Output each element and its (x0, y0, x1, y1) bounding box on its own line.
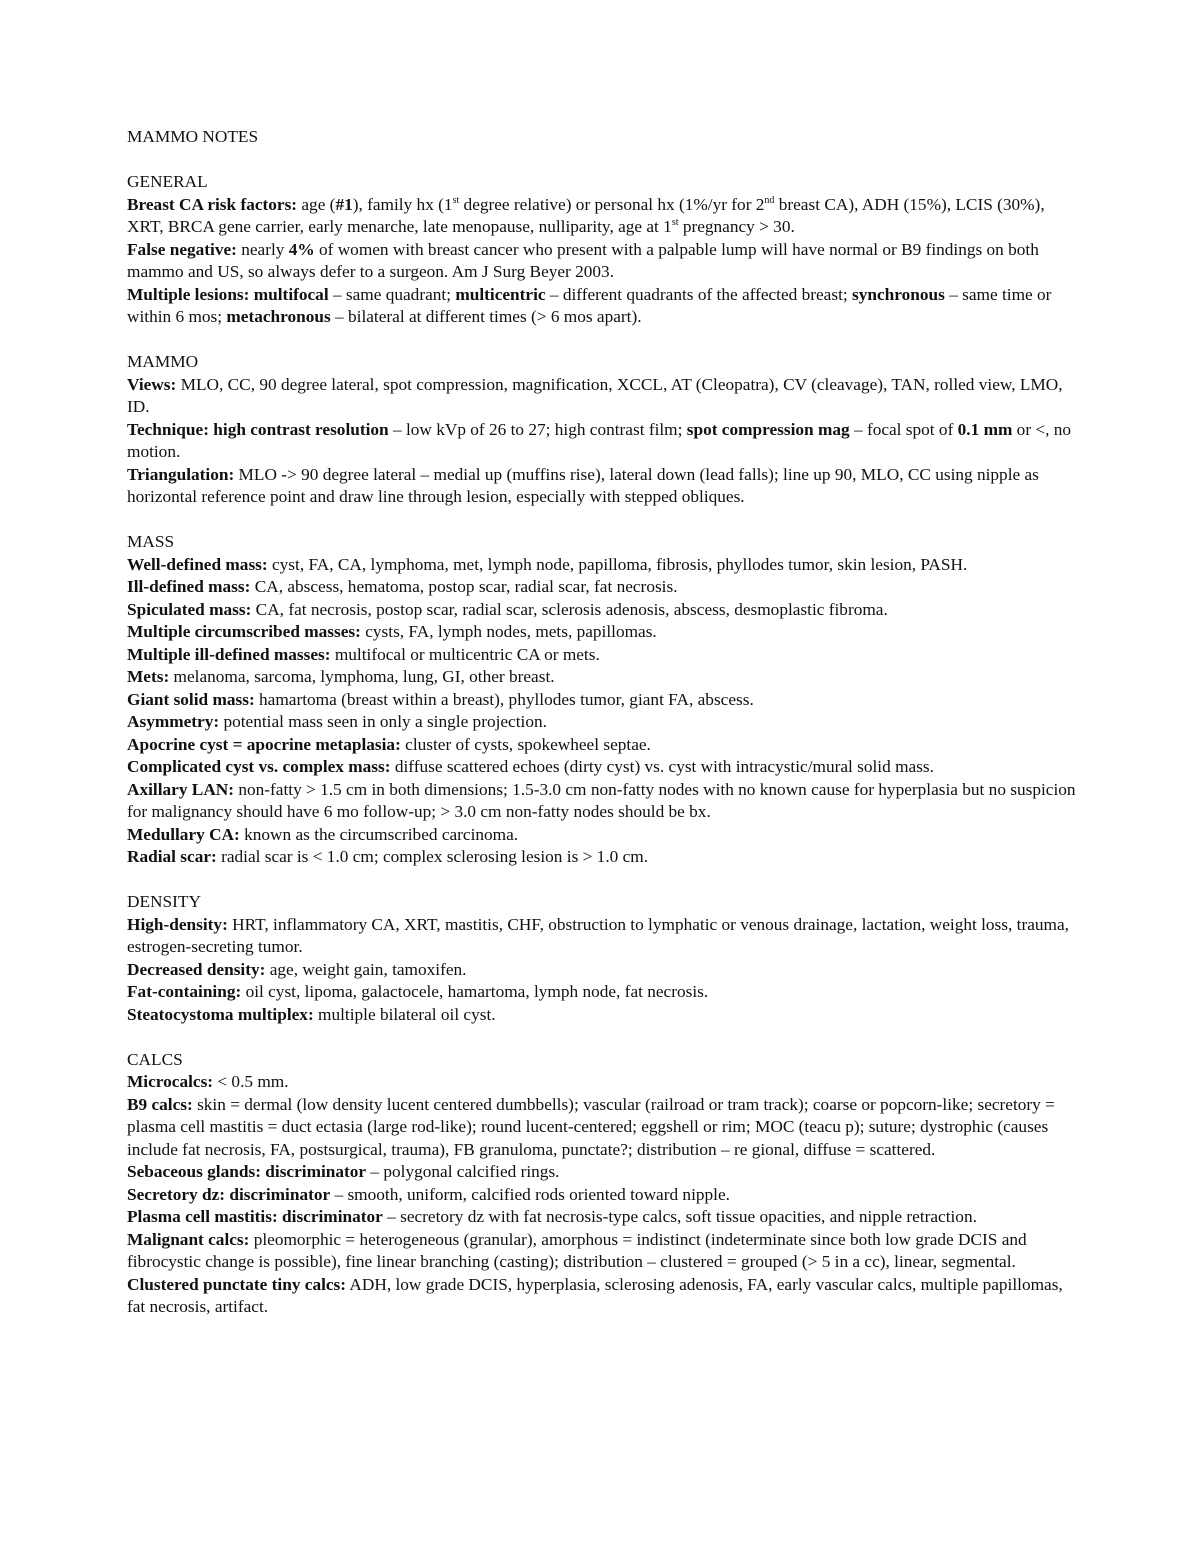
entry-text: age, weight gain, tamoxifen. (265, 959, 467, 979)
entry-text: multiple bilateral oil cyst. (313, 1004, 496, 1024)
entry-complicated-cyst (127, 756, 1077, 779)
superscript: st (671, 217, 679, 229)
emphasis: multifocal (253, 284, 329, 304)
emphasis: 4% (288, 239, 315, 259)
entry-label: Radial scar: (127, 847, 217, 866)
entry-label: Mets: (127, 667, 170, 686)
entry-text: melanoma, sarcoma, lymphoma, lung, GI, other breast. (169, 667, 555, 686)
entry-false-negative (127, 239, 1077, 284)
entry-text: potential mass seen in only a single projection. (219, 712, 547, 731)
entry-asymmetry (127, 711, 1077, 734)
entry-label: Medullary CA: (127, 824, 240, 844)
entry-radial-scar (127, 846, 1077, 869)
entry-text: cysts, FA, lymph nodes, mets, papillomas. (360, 622, 657, 641)
entry-technique (127, 419, 1077, 464)
entry-microcalcs (127, 1071, 1077, 1094)
entry-giant-solid-mass (127, 689, 1077, 712)
entry-text: ), family hx (1 (352, 194, 453, 214)
entry-apocrine-cyst (127, 734, 1077, 757)
emphasis: 0.1 mm (957, 419, 1013, 439)
section-heading-calcs: CALCS (127, 1049, 183, 1069)
section-heading-mammo: MAMMO (127, 352, 199, 371)
entry-label: Well-defined mass: (127, 554, 268, 574)
entry-label: Views: (127, 374, 177, 394)
entry-well-defined-mass (127, 554, 1077, 577)
entry-text: non-fatty > 1.5 cm in both dimensions; 1.5-3.0 cm non-fatty nodes with no known cause for hyperplasia but no suspicion for malignancy should have 6 mo follow-up; > 3.0 cm non-fatty nodes should be bx. (127, 779, 1076, 821)
entry-spiculated-mass (127, 599, 1077, 622)
entry-text: MLO, CC, 90 degree lateral, spot compression, magnification, XCCL, AT (Cleopatra), CV (cleavage), TAN, rolled view, LMO, ID. (127, 374, 1063, 416)
entry-plasma-cell-mastitis (127, 1206, 1077, 1229)
entry-text: – bilateral at different times (> 6 mos apart). (330, 307, 642, 326)
entry-clustered-punctate (127, 1274, 1077, 1319)
entry-decreased-density (127, 959, 1077, 982)
entry-b9-calcs (127, 1094, 1077, 1162)
entry-label: Sebaceous glands: (127, 1162, 261, 1181)
entry-fat-containing (127, 981, 1077, 1004)
superscript: nd (764, 194, 775, 206)
entry-label: Complicated cyst vs. complex mass: (127, 757, 391, 776)
section-mammo (127, 351, 1077, 509)
emphasis: discriminator (282, 1207, 383, 1226)
entry-sebaceous-glands (127, 1161, 1077, 1184)
entry-text: MLO -> 90 degree lateral – medial up (muffins rise), lateral down (lead falls); line up 90, MLO, CC using nipple as horizontal reference point and draw line through lesion, especially with stepped obliques. (127, 464, 1039, 506)
entry-text: – polygonal calcified rings. (366, 1162, 560, 1181)
emphasis: discriminator (265, 1162, 367, 1181)
superscript: st (452, 194, 460, 206)
section-general (127, 171, 1077, 329)
document-title: MAMMO NOTES (127, 127, 259, 146)
entry-text: ADH, low grade DCIS, hyperplasia, sclerosing adenosis, FA, early vascular calcs, multiple papillomas, fat necrosis, artifact. (127, 1274, 1063, 1316)
entry-label: Triangulation: (127, 464, 235, 484)
entry-label: Multiple ill-defined masses: (127, 644, 331, 664)
emphasis: #1 (335, 194, 353, 214)
entry-mets (127, 666, 1077, 689)
entry-text: CA, fat necrosis, postop scar, radial scar, sclerosis adenosis, abscess, desmoplastic fibroma. (251, 599, 888, 619)
section-mass (127, 531, 1077, 869)
entry-multiple-circumscribed-masses (127, 621, 1077, 644)
entry-label: False negative: (127, 239, 237, 259)
entry-label: Decreased density: (127, 959, 266, 979)
emphasis: synchronous (852, 284, 945, 304)
entry-label: High-density: (127, 914, 228, 934)
entry-multiple-ill-defined-masses (127, 644, 1077, 667)
entry-label: Malignant calcs: (127, 1229, 250, 1249)
document-page (127, 126, 1077, 1341)
entry-text: skin = dermal (low density lucent centered dumbbells); vascular (railroad or tram track); coarse or popcorn-like; secretory = plasma cell mastitis = duct ectasia (large rod-like); round lucent-centered; eggshell or rim; MOC (teacu p); suture; dystrophic (causes include fat necrosis, FA, postsurgical, trauma), FB granuloma, punctate?; distribution – re gional, diffuse = scattered. (127, 1094, 1055, 1159)
entry-text: age ( (297, 194, 336, 214)
emphasis: discriminator (229, 1184, 331, 1204)
entry-label: Clustered punctate tiny calcs: (127, 1274, 347, 1294)
entry-label: Ill-defined mass: (127, 577, 251, 596)
entry-text: – same time or within 6 mos; (127, 284, 1052, 326)
entry-high-density (127, 914, 1077, 959)
entry-steatocystoma (127, 1004, 1077, 1027)
entry-text: cyst, FA, CA, lymphoma, met, lymph node, papilloma, fibrosis, phyllodes tumor, skin lesion, PASH. (267, 554, 968, 574)
entry-text: pregnancy > 30. (678, 217, 795, 236)
entry-text: HRT, inflammatory CA, XRT, mastitis, CHF, obstruction to lymphatic or venous drainage, lactation, weight loss, trauma, estrogen-secreting tumor. (127, 914, 1069, 956)
entry-label: Breast CA risk factors: (127, 194, 298, 214)
entry-text: nearly (236, 239, 289, 259)
entry-text: pleomorphic = heterogeneous (granular), amorphous = indistinct (indeterminate since both low grade DCIS and fibrocystic change is possible), fine linear branching (casting); distribution – clustered = grouped (> 5 in a cc), linear, segmental. (127, 1229, 1027, 1271)
entry-label: Plasma cell mastitis: (127, 1207, 278, 1226)
entry-label: Axillary LAN: (127, 779, 235, 799)
entry-text: cluster of cysts, spokewheel septae. (400, 734, 651, 754)
section-density (127, 891, 1077, 1026)
entry-label: Multiple circumscribed masses: (127, 622, 361, 641)
entry-malignant-calcs (127, 1229, 1077, 1274)
entry-label: Apocrine cyst = apocrine metaplasia: (127, 734, 401, 754)
section-heading-mass: MASS (127, 532, 175, 551)
section-calcs (127, 1049, 1077, 1319)
entry-text: CA, abscess, hematoma, postop scar, radial scar, fat necrosis. (250, 577, 678, 596)
entry-text: or <, no motion. (127, 419, 1072, 461)
entry-label: Secretory dz: (127, 1184, 226, 1204)
entry-views (127, 374, 1077, 419)
entry-text: – same quadrant; (328, 284, 456, 304)
entry-text: diffuse scattered echoes (dirty cyst) vs. cyst with intracystic/mural solid mass. (390, 757, 934, 776)
entry-text: of women with breast cancer who present with a palpable lump will have normal or B9 findings on both mammo and US, so always defer to a surgeon. Am J Surg Beyer 2003. (127, 239, 1039, 281)
entry-ill-defined-mass (127, 576, 1077, 599)
entry-text: < 0.5 mm. (213, 1072, 289, 1091)
entry-text: – secretory dz with fat necrosis-type calcs, soft tissue opacities, and nipple retraction. (382, 1207, 977, 1226)
entry-label: Spiculated mass: (127, 599, 252, 619)
entry-axillary-lan (127, 779, 1077, 824)
entry-risk-factors (127, 194, 1077, 239)
entry-text: radial scar is < 1.0 cm; complex sclerosing lesion is > 1.0 cm. (216, 847, 649, 866)
entry-label: Steatocystoma multiplex: (127, 1004, 314, 1024)
entry-text: multifocal or multicentric CA or mets. (330, 644, 600, 664)
entry-text: known as the circumscribed carcinoma. (239, 824, 519, 844)
section-heading-general: GENERAL (127, 172, 208, 191)
emphasis: high contrast resolution (213, 419, 389, 439)
entry-medullary-ca (127, 824, 1077, 847)
section-heading-density: DENSITY (127, 892, 201, 911)
entry-text: breast CA), ADH (15%), LCIS (30%), XRT, BRCA gene carrier, early menarche, late menopause, nulliparity, age at 1 (127, 194, 1045, 236)
entry-label: Fat-containing: (127, 982, 242, 1001)
entry-label: Multiple lesions: (127, 284, 250, 304)
entry-label: Giant solid mass: (127, 689, 255, 709)
entry-label: Microcalcs: (127, 1072, 214, 1091)
emphasis: spot compression mag (686, 419, 850, 439)
emphasis: multicentric (455, 284, 546, 304)
entry-triangulation (127, 464, 1077, 509)
entry-text: – different quadrants of the affected breast; (545, 284, 853, 304)
entry-text: oil cyst, lipoma, galactocele, hamartoma, lymph node, fat necrosis. (241, 982, 709, 1001)
entry-label: B9 calcs: (127, 1094, 193, 1114)
entry-text: degree relative) or personal hx (1%/yr for 2 (459, 194, 765, 214)
entry-label: Technique: (127, 419, 209, 439)
emphasis: metachronous (226, 307, 331, 326)
entry-text: – low kVp of 26 to 27; high contrast film; (388, 419, 687, 439)
entry-text: hamartoma (breast within a breast), phyllodes tumor, giant FA, abscess. (254, 689, 754, 709)
entry-secretory-dz (127, 1184, 1077, 1207)
entry-multiple-lesions (127, 284, 1077, 329)
entry-text: – focal spot of (849, 419, 958, 439)
entry-label: Asymmetry: (127, 712, 220, 731)
entry-text: – smooth, uniform, calcified rods oriented toward nipple. (330, 1184, 730, 1204)
